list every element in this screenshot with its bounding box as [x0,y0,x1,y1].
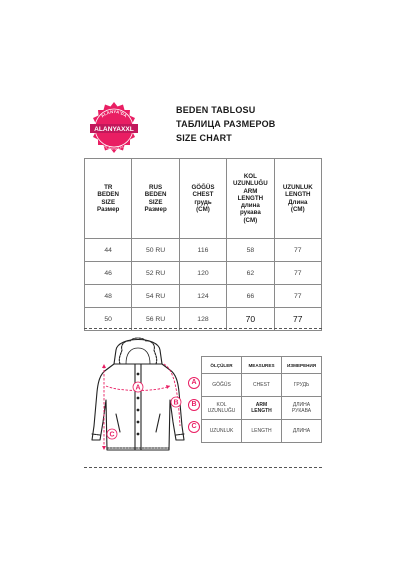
header-line: Размер [144,205,167,213]
measures-cell-tr [202,420,242,443]
header-length [274,159,321,239]
jacket-illustration [78,330,198,462]
header-line: LENGTH [237,194,264,202]
header-line: LENGTH [285,191,311,199]
measures-cell-line: LENGTH [251,408,272,414]
header-line: рукава [239,209,261,217]
size-cell: 120 [179,262,226,285]
header-line: ARM [243,187,258,195]
measures-cell-line: РУКАВА [291,408,312,414]
measures-row [202,397,322,420]
logo-bottom-text: ALANYAXXL [103,144,125,152]
measures-cell-ru [282,420,322,443]
header-line: BEDEN [97,191,120,199]
measures-header-ru: ИЗМЕРЕНИЯ [282,357,322,374]
size-cell: 54 RU [132,285,179,308]
size-cell: 70 [227,308,274,331]
header-line: RUS [149,184,163,192]
measures-header-en: MEASURES [242,357,282,374]
header-line: (CM) [243,216,258,224]
measures-cell-en [242,397,282,420]
measures-cell-en [242,374,282,397]
measures-cell-tr [202,397,242,420]
header-line: (CM) [196,205,210,213]
jacket-body [92,364,184,450]
header-line: TR [104,184,113,192]
size-cell: 124 [179,285,226,308]
size-cell: 77 [274,239,321,262]
measures-cell-tr [202,374,242,397]
header-arm-length [227,159,274,239]
measures-cell-line: ДЛИНА [292,402,311,408]
header-line: CHEST [192,191,214,199]
size-cell: 128 [179,308,226,331]
size-cell: 77 [274,285,321,308]
measures-header-row [202,357,322,374]
measures-cell-line: GÖĞÜS [212,382,231,388]
size-cell: 77 [274,262,321,285]
measures-row [202,374,322,397]
header-line: GÖĞÜS [191,184,215,192]
size-cell: 77 [274,308,321,331]
size-cell: 116 [179,239,226,262]
header-line: BEDEN [144,191,167,199]
logo-brand-text: ALANYAXXL [94,126,134,133]
size-cell: 52 RU [132,262,179,285]
header-line: длина [240,202,260,210]
measures-cell-en [242,420,282,443]
jacket-marker-a: A [135,384,141,392]
jacket-placket [135,364,141,450]
divider-bottom [84,467,322,468]
jacket-marker-b: B [173,399,179,407]
measures-cell-line: LENGTH [251,428,272,434]
header-tr-size [85,159,132,239]
header-line: KOL [243,173,257,181]
size-cell: 66 [227,285,274,308]
header-line: SIZE [101,198,116,206]
size-cell: 44 [85,239,132,262]
size-cell: 50 RU [132,239,179,262]
header-line: SIZE [148,198,163,206]
title-tr: BEDEN TABLOSU [176,105,256,115]
header-line: UZUNLUK [282,184,313,192]
size-cell: 46 [85,262,132,285]
measures-cell-line: ГРУДЬ [293,382,310,388]
brand-logo-badge [84,100,144,160]
marker-a: A [188,377,200,389]
measures-table [201,356,322,443]
jacket-marker-c: C [109,431,115,439]
measures-cell-line: CHEST [253,382,270,388]
measures-cell-line: ARM [255,402,268,408]
header-rus-size [132,159,179,239]
title-en: SIZE CHART [176,133,232,143]
size-cell: 48 [85,285,132,308]
measures-cell-line: KOL [216,402,227,408]
size-row [85,285,322,308]
header-chest [179,159,226,239]
size-chart-table [84,158,322,331]
header-line: (CM) [290,205,305,213]
marker-c: C [188,421,200,433]
measures-header-tr: ÖLÇÜLER [202,357,242,374]
measures-cell-line: UZUNLUK [209,428,234,434]
measures-cell-ru [282,397,322,420]
size-row [85,262,322,285]
header-line: грудь [194,198,212,206]
jacket-pocket-left [116,414,120,432]
marker-b: B [188,399,200,411]
size-cell: 50 [85,308,132,331]
header-line: Длина [288,198,308,206]
size-cell: 58 [227,239,274,262]
size-cell: 56 RU [132,308,179,331]
measures-cell-line: ДЛИНА [292,428,311,434]
size-chart-header-row [85,159,322,239]
size-cell: 62 [227,262,274,285]
measures-cell-ru [282,374,322,397]
header-line: Размер [97,205,120,213]
divider-top [84,328,322,329]
logo-top-text: ALANYA'DA [99,108,129,119]
jacket-pocket-right [156,414,160,432]
header-line: UZUNLUĞU [233,180,268,188]
title-ru: ТАБЛИЦА РАЗМЕРОВ [176,119,276,129]
size-row [85,239,322,262]
measures-cell-line: UZUNLUĞU [207,408,236,414]
measures-row [202,420,322,443]
